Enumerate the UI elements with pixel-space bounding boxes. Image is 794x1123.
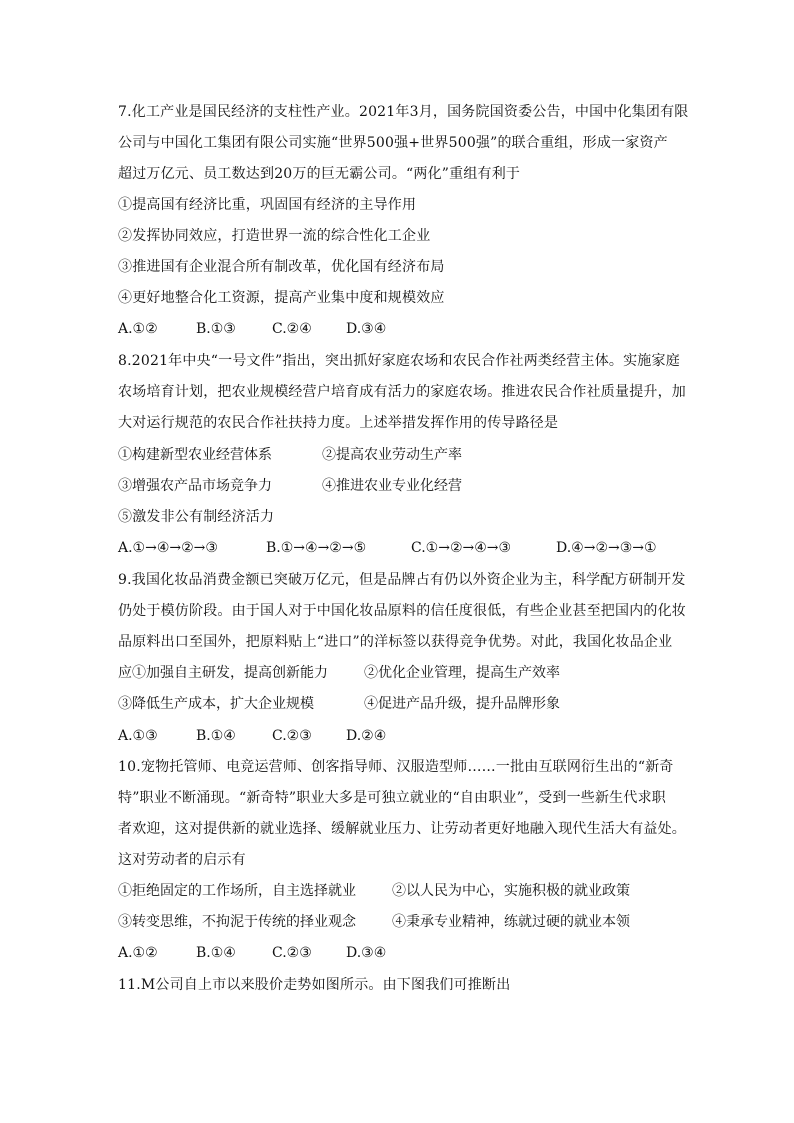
q8-item-5: ⑤激发非公有制经济活力 xyxy=(118,509,275,525)
q9-item-1: ①加强自主研发，提高创新能力 xyxy=(132,665,328,681)
q10-item-1: ①拒绝固定的工作场所，自主选择就业 xyxy=(118,883,356,899)
q7-option-d[interactable]: D.③④ xyxy=(346,321,387,337)
q7-item-1: ①提高国有经济比重，巩固国有经济的主导作用 xyxy=(118,197,417,213)
q8-stem-line-1: 8.2021年中央“一号文件”指出，突出抓好家庭农场和农民合作社两类经营主体。实施家庭 xyxy=(118,353,680,369)
q10-stem-line-1: 10.宠物托管师、电竞运营师、创客指导师、汉服造型师……一批由互联网衍生出的“新奇 xyxy=(118,759,674,775)
q8-options xyxy=(118,538,657,558)
q8-item-1: ①构建新型农业经营体系 xyxy=(118,447,272,463)
q8-stem-line-2: 农场培育计划，把农业规模经营户培育成有活力的家庭农场。推进农民合作社质量提升，加 xyxy=(118,384,686,400)
q7-option-a[interactable]: A.①② xyxy=(118,321,158,337)
q8-option-b[interactable]: B.①→④→②→⑤ xyxy=(266,540,367,556)
q10-stem-line-4: 这对劳动者的启示有 xyxy=(118,852,246,868)
q7-stem-line-3: 超过万亿元、员工数达到20万的巨无霸公司。“两化”重组有利于 xyxy=(118,166,521,182)
q7-item-2: ②发挥协同效应，打造世界一流的综合性化工企业 xyxy=(118,228,431,244)
q8-item-4: ④推进农业专业化经营 xyxy=(322,478,462,494)
q7-option-b[interactable]: B.①③ xyxy=(196,321,236,337)
q7-item-4: ④更好地整合化工资源，提高产业集中度和规模效应 xyxy=(118,290,445,306)
q7-option-c[interactable]: C.②④ xyxy=(272,321,312,337)
q9-stem-line-2: 仍处于模仿阶段。由于国人对于中国化妆品原料的信任度很低，有些企业甚至把国内的化妆 xyxy=(118,603,686,619)
q8-option-c[interactable]: C.①→②→④→③ xyxy=(411,540,512,556)
q9-stem-line-3: 品原料出口至国外，把原料贴上“进口”的洋标签以获得竞争优势。对此，我国化妆品企业 xyxy=(118,634,673,650)
q8-items-row-2 xyxy=(118,476,462,496)
q10-option-b[interactable]: B.①④ xyxy=(196,945,236,961)
q9-option-d[interactable]: D.②④ xyxy=(346,728,387,744)
q10-item-4: ④秉承专业精神，练就过硬的就业本领 xyxy=(392,914,630,930)
q10-stem-line-2: 特”职业不断涌现。“新奇特”职业大多是可独立就业的“自由职业”，受到一些新生代求职 xyxy=(118,790,666,806)
q7-stem-line-2: 公司与中国化工集团有限公司实施“世界500强+世界500强”的联合重组，形成一家资产 xyxy=(118,135,668,151)
q9-item-3: ③降低生产成本，扩大企业规模 xyxy=(118,696,314,712)
q11-stem-line-1: 11.M公司自上市以来股价走势如图所示。由下图我们可推断出 xyxy=(118,977,511,993)
q9-stem-line-1: 9.我国化妆品消费金额已突破万亿元，但是品牌占有仍以外资企业为主，科学配方研制开发 xyxy=(118,572,686,588)
q8-item-2: ②提高农业劳动生产率 xyxy=(322,447,462,463)
q8-items-row-1 xyxy=(118,445,462,465)
q7-stem-line-1: 7.化工产业是国民经济的支柱性产业。2021年3月，国务院国资委公告，中国中化集团有限 xyxy=(118,104,689,120)
q9-option-a[interactable]: A.①③ xyxy=(118,728,158,744)
q10-option-c[interactable]: C.②③ xyxy=(272,945,312,961)
q10-item-2: ②以人民为中心，实施积极的就业政策 xyxy=(392,883,630,899)
q9-items-row-2 xyxy=(118,694,560,714)
q10-stem-line-3: 者欢迎，这对提供新的就业选择、缓解就业压力、让劳动者更好地融入现代生活大有益处。 xyxy=(118,821,686,837)
q9-options xyxy=(118,726,386,746)
q8-item-3: ③增强农产品市场竞争力 xyxy=(118,478,272,494)
q10-option-d[interactable]: D.③④ xyxy=(346,945,387,961)
q9-item-2: ②优化企业管理，提高生产效率 xyxy=(364,665,560,681)
q8-option-d[interactable]: D.④→②→③→① xyxy=(556,540,657,556)
q10-options xyxy=(118,943,386,963)
q9-stem-line-4: 应 xyxy=(118,665,132,681)
q10-item-3: ③转变思维，不拘泥于传统的择业观念 xyxy=(118,914,356,930)
q10-items-row-1 xyxy=(118,881,630,901)
q7-options xyxy=(118,319,386,339)
q9-item-4: ④促进产品升级，提升品牌形象 xyxy=(364,696,560,712)
q10-items-row-2 xyxy=(118,912,630,932)
q10-option-a[interactable]: A.①② xyxy=(118,945,158,961)
q8-stem-line-3: 大对运行规范的农民合作社扶持力度。上述举措发挥作用的传导路径是 xyxy=(118,415,559,431)
q9-option-c[interactable]: C.②③ xyxy=(272,728,312,744)
q7-item-3: ③推进国有企业混合所有制改革，优化国有经济布局 xyxy=(118,259,445,275)
q8-option-a[interactable]: A.①→④→②→③ xyxy=(118,540,218,556)
q9-items-row-1 xyxy=(118,663,560,683)
q9-option-b[interactable]: B.①④ xyxy=(196,728,236,744)
